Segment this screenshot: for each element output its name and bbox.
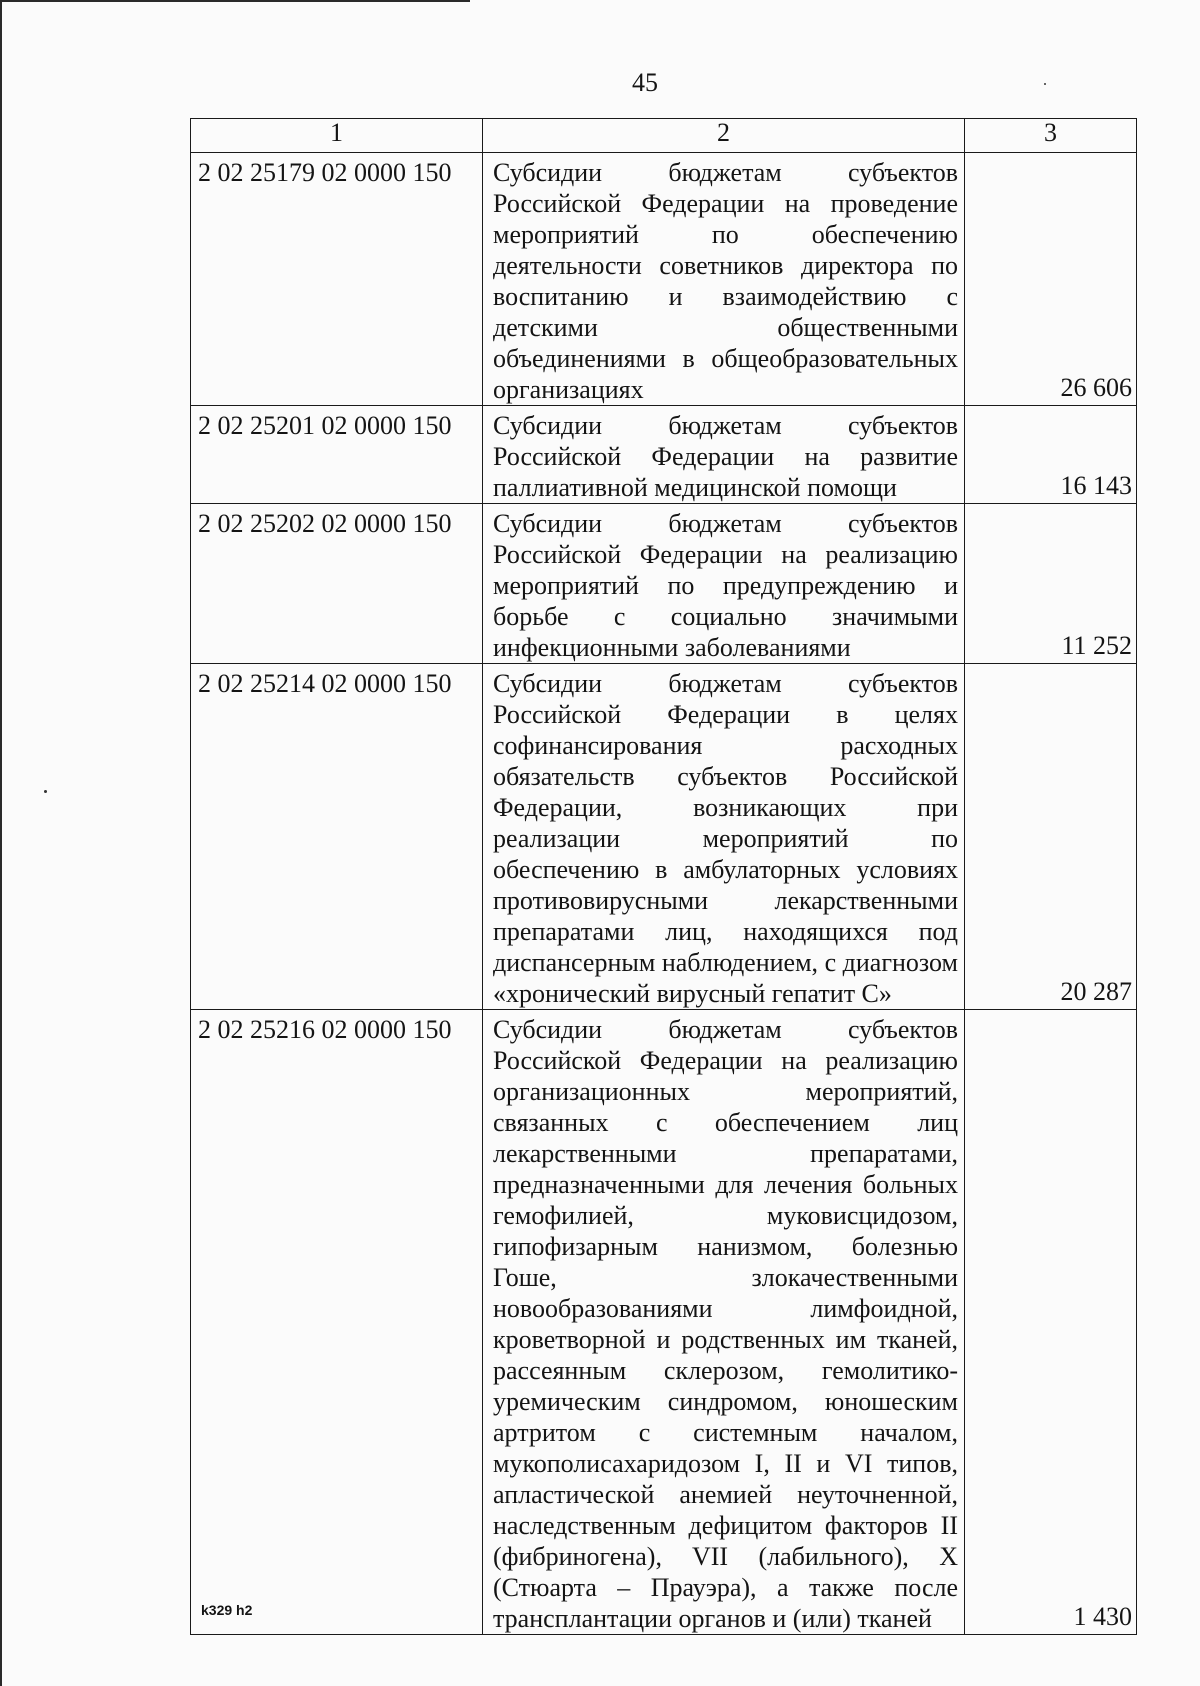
row-description: Субсидии бюджетам субъектов Российской Федерации на проведение мероприятий по обеспечению деятельности советников директора по воспитанию и взаимодействию с детскими общественными объединениями в общеобразовательных организациях: [483, 153, 965, 406]
row-description: Субсидии бюджетам субъектов Российской Федерации на реализацию организационных мероприятий, связанных с обеспечением лиц лекарственными препаратами, предназначенными для лечения больных гемофилией, муковисцидозом, гипофизарным нанизмом, болезнью Гоше, злокачественными новообразованиями лимфоидной, кроветворной и родственных им тканей, рассеянным склерозом, гемолитико-уремическим синдромом, юношеским артритом с системным началом, мукополисахаридозом I, II и VI типов, апластической анемией неуточненной, наследственным дефицитом факторов II (фибриногена), VII (лабильного), X (Стюарта – Прауэра), а также после трансплантации органов и (или) тканей: [483, 1010, 965, 1635]
table-row: [191, 664, 1137, 1010]
row-amount: 26 606: [965, 153, 1137, 406]
scan-speck: [44, 790, 47, 793]
table-header-row: [191, 119, 1137, 153]
scan-edge-top: [0, 0, 470, 2]
row-description: Субсидии бюджетам субъектов Российской Федерации на развитие паллиативной медицинской помощи: [483, 406, 965, 504]
column-header-3: 3: [965, 119, 1137, 153]
row-description: Субсидии бюджетам субъектов Российской Федерации на реализацию мероприятий по предупреждению и борьбе с социально значимыми инфекционными заболеваниями: [483, 504, 965, 664]
row-amount: 11 252: [965, 504, 1137, 664]
page-number: 45: [632, 68, 658, 97]
table-row: [191, 1010, 1137, 1635]
scan-edge-left: [0, 0, 2, 1686]
budget-code: 2 02 25201 02 0000 150: [191, 406, 483, 504]
row-amount: 20 287: [965, 664, 1137, 1010]
table-row: [191, 153, 1137, 406]
row-description: Субсидии бюджетам субъектов Российской Федерации в целях софинансирования расходных обязательств субъектов Российской Федерации, возникающих при реализации мероприятий по обеспечению в амбулаторных условиях противовирусными лекарственными препаратами лиц, находящихся под диспансерным наблюдением, с диагнозом «хронический вирусный гепатит С»: [483, 664, 965, 1010]
budget-code: 2 02 25216 02 0000 150: [191, 1010, 483, 1635]
row-amount: 16 143: [965, 406, 1137, 504]
budget-code: 2 02 25202 02 0000 150: [191, 504, 483, 664]
table-row: [191, 504, 1137, 664]
column-header-2: 2: [483, 119, 965, 153]
column-header-1: 1: [191, 119, 483, 153]
budget-code: 2 02 25214 02 0000 150: [191, 664, 483, 1010]
budget-code: 2 02 25179 02 0000 150: [191, 153, 483, 406]
table-row: [191, 406, 1137, 504]
budget-table: [190, 118, 1137, 1635]
document-footer-code: k329 h2: [201, 1602, 253, 1618]
row-amount: 1 430: [965, 1010, 1137, 1635]
